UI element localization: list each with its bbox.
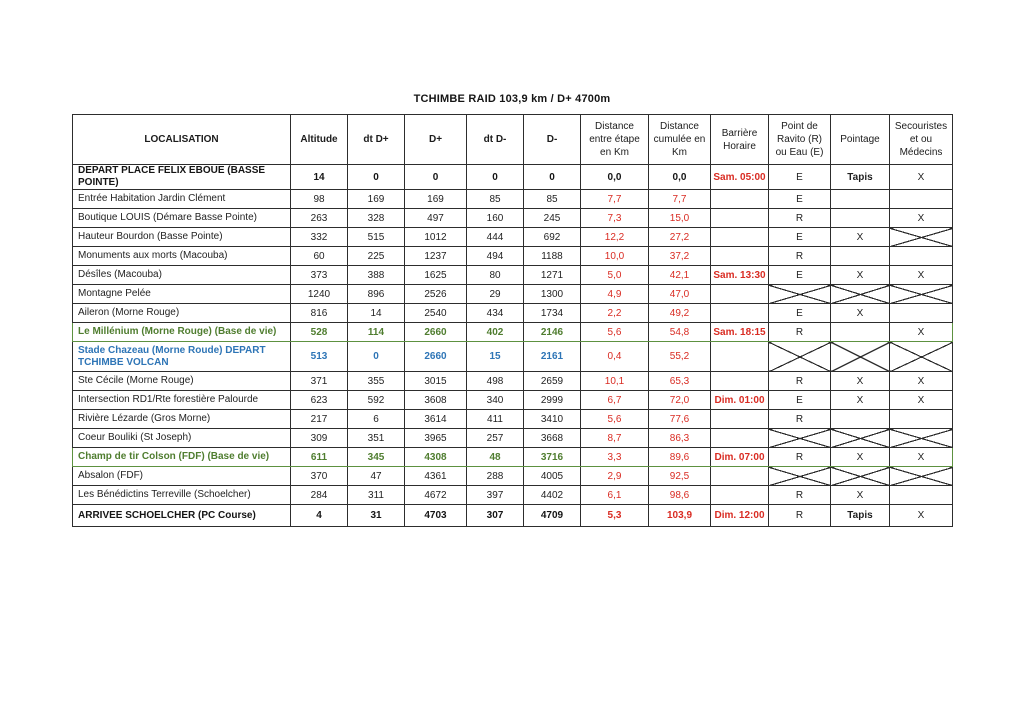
cell-dt_dminus: 15 [467,342,524,372]
cell-dist_etape: 10,1 [581,372,649,391]
cell-secouristes: X [890,266,953,285]
cell-dt_dplus: 47 [348,467,405,486]
cell-localisation: Désîles (Macouba) [73,266,291,285]
cell-dist_cumulee: 37,2 [649,247,711,266]
column-header-1: Altitude [291,115,348,165]
cell-dplus: 4703 [405,505,467,527]
cell-dist_cumulee: 42,1 [649,266,711,285]
table-row [73,285,953,304]
table-row [73,372,953,391]
cell-altitude: 1240 [291,285,348,304]
cell-ravito: E [769,190,831,209]
page-title: TCHIMBE RAID 103,9 km / D+ 4700m [413,93,611,105]
cell-altitude: 611 [291,448,348,467]
cell-secouristes [890,190,953,209]
cell-dist_cumulee: 7,7 [649,190,711,209]
cell-secouristes: X [890,209,953,228]
cell-dist_cumulee: 86,3 [649,429,711,448]
cell-altitude: 217 [291,410,348,429]
cell-secouristes [890,486,953,505]
cell-secouristes [890,247,953,266]
cell-dt_dminus: 340 [467,391,524,410]
cell-barriere [711,429,769,448]
cell-pointage: X [831,391,890,410]
cell-dt_dplus: 31 [348,505,405,527]
cell-altitude: 371 [291,372,348,391]
table-row [73,391,953,410]
cell-dist_cumulee: 92,5 [649,467,711,486]
cell-barriere [711,486,769,505]
cell-dist_cumulee: 0,0 [649,165,711,190]
cell-dminus: 0 [524,165,581,190]
cell-dt_dplus: 345 [348,448,405,467]
cell-dist_etape: 3,3 [581,448,649,467]
cell-dist_cumulee: 103,9 [649,505,711,527]
cell-dminus: 4402 [524,486,581,505]
cell-altitude: 623 [291,391,348,410]
cell-barriere [711,342,769,372]
cell-dt_dminus: 288 [467,467,524,486]
cell-dt_dminus: 434 [467,304,524,323]
cell-dt_dplus: 0 [348,342,405,372]
cell-altitude: 4 [291,505,348,527]
cell-pointage: X [831,486,890,505]
cell-dplus: 3614 [405,410,467,429]
cell-barriere [711,467,769,486]
cell-secouristes [890,228,953,247]
cell-dt_dminus: 48 [467,448,524,467]
column-header-7: Distance cumulée en Km [649,115,711,165]
cell-pointage [831,190,890,209]
race-table [72,114,953,527]
table-row [73,323,953,342]
cell-dplus: 2540 [405,304,467,323]
cell-ravito: R [769,410,831,429]
cell-altitude: 98 [291,190,348,209]
cell-dminus: 2146 [524,323,581,342]
cell-pointage: X [831,228,890,247]
cell-ravito: R [769,486,831,505]
cell-dminus: 245 [524,209,581,228]
cell-localisation: Montagne Pelée [73,285,291,304]
cell-dist_cumulee: 98,6 [649,486,711,505]
cell-dt_dplus: 351 [348,429,405,448]
cell-dist_etape: 6,1 [581,486,649,505]
cell-dist_cumulee: 77,6 [649,410,711,429]
cell-dist_etape: 2,9 [581,467,649,486]
cell-secouristes [890,342,953,372]
table-row [73,304,953,323]
cell-dt_dplus: 169 [348,190,405,209]
cell-dplus: 2526 [405,285,467,304]
cell-barriere [711,247,769,266]
table-row [73,467,953,486]
cell-dt_dminus: 494 [467,247,524,266]
cell-dt_dplus: 328 [348,209,405,228]
cell-secouristes: X [890,448,953,467]
cell-dminus: 1734 [524,304,581,323]
cell-localisation: Stade Chazeau (Morne Roude) DEPART TCHIMBE VOLCAN [73,342,291,372]
cell-pointage [831,323,890,342]
cell-dist_cumulee: 47,0 [649,285,711,304]
cell-secouristes [890,429,953,448]
cell-localisation: Absalon (FDF) [73,467,291,486]
cell-dist_cumulee: 49,2 [649,304,711,323]
cell-localisation: Ste Cécile (Morne Rouge) [73,372,291,391]
cell-dt_dplus: 592 [348,391,405,410]
cell-dist_cumulee: 72,0 [649,391,711,410]
cell-dist_etape: 4,9 [581,285,649,304]
cell-dist_etape: 5,0 [581,266,649,285]
cell-altitude: 816 [291,304,348,323]
cell-dplus: 1012 [405,228,467,247]
cell-dplus: 3015 [405,372,467,391]
cell-altitude: 332 [291,228,348,247]
cell-dt_dminus: 257 [467,429,524,448]
cell-dt_dplus: 225 [348,247,405,266]
cell-dplus: 497 [405,209,467,228]
cell-dminus: 4709 [524,505,581,527]
column-header-2: dt D+ [348,115,405,165]
cell-dminus: 2161 [524,342,581,372]
cell-dplus: 3965 [405,429,467,448]
cell-pointage [831,209,890,228]
cell-dist_cumulee: 27,2 [649,228,711,247]
cell-ravito: R [769,323,831,342]
cell-ravito [769,342,831,372]
cell-localisation: Champ de tir Colson (FDF) (Base de vie) [73,448,291,467]
cell-altitude: 528 [291,323,348,342]
cell-barriere [711,190,769,209]
cell-dist_etape: 7,3 [581,209,649,228]
cell-barriere [711,304,769,323]
cell-dt_dplus: 896 [348,285,405,304]
cell-dminus: 692 [524,228,581,247]
cell-dplus: 4672 [405,486,467,505]
cell-dist_cumulee: 89,6 [649,448,711,467]
cell-dt_dminus: 85 [467,190,524,209]
table-row [73,228,953,247]
cell-dist_etape: 6,7 [581,391,649,410]
cell-dt_dminus: 444 [467,228,524,247]
cell-dplus: 169 [405,190,467,209]
cell-barriere: Dim. 12:00 [711,505,769,527]
cell-localisation: Boutique LOUIS (Démare Basse Pointe) [73,209,291,228]
column-header-4: dt D- [467,115,524,165]
table-row [73,247,953,266]
cell-dminus: 3668 [524,429,581,448]
cell-barriere: Sam. 13:30 [711,266,769,285]
cell-dminus: 3410 [524,410,581,429]
cell-pointage: Tapis [831,505,890,527]
cell-dist_etape: 5,3 [581,505,649,527]
column-header-0: LOCALISATION [73,115,291,165]
cell-pointage: X [831,304,890,323]
cell-barriere: Sam. 18:15 [711,323,769,342]
cell-ravito [769,429,831,448]
cell-dplus: 4308 [405,448,467,467]
cell-dminus: 1271 [524,266,581,285]
cell-localisation: Hauteur Bourdon (Basse Pointe) [73,228,291,247]
cell-dt_dplus: 0 [348,165,405,190]
cell-barriere [711,372,769,391]
cell-dist_etape: 2,2 [581,304,649,323]
cell-dt_dminus: 498 [467,372,524,391]
column-header-5: D- [524,115,581,165]
cell-ravito [769,285,831,304]
cell-dplus: 1237 [405,247,467,266]
column-header-10: Pointage [831,115,890,165]
cell-dist_etape: 5,6 [581,410,649,429]
cell-dt_dplus: 114 [348,323,405,342]
cell-dist_etape: 7,7 [581,190,649,209]
cell-dt_dplus: 515 [348,228,405,247]
table-row [73,486,953,505]
table-row [73,209,953,228]
cell-ravito: R [769,372,831,391]
cell-dist_cumulee: 65,3 [649,372,711,391]
cell-localisation: Aileron (Morne Rouge) [73,304,291,323]
cell-barriere [711,410,769,429]
cell-pointage [831,285,890,304]
cell-secouristes: X [890,323,953,342]
cell-dt_dplus: 355 [348,372,405,391]
cell-dminus: 1188 [524,247,581,266]
cell-dplus: 1625 [405,266,467,285]
cell-dminus: 3716 [524,448,581,467]
cell-ravito: R [769,505,831,527]
cell-barriere [711,209,769,228]
column-header-8: Barrière Horaire [711,115,769,165]
cell-dminus: 1300 [524,285,581,304]
cell-barriere: Dim. 01:00 [711,391,769,410]
cell-localisation: Entrée Habitation Jardin Clément [73,190,291,209]
cell-dt_dminus: 402 [467,323,524,342]
cell-dt_dplus: 311 [348,486,405,505]
cell-dt_dminus: 397 [467,486,524,505]
cell-ravito: R [769,209,831,228]
cell-pointage [831,467,890,486]
cell-secouristes: X [890,165,953,190]
table-row [73,448,953,467]
cell-dt_dminus: 29 [467,285,524,304]
cell-altitude: 370 [291,467,348,486]
cell-dt_dplus: 6 [348,410,405,429]
cell-localisation: Intersection RD1/Rte forestière Palourde [73,391,291,410]
cell-ravito: E [769,391,831,410]
cell-altitude: 60 [291,247,348,266]
cell-localisation: Coeur Bouliki (St Joseph) [73,429,291,448]
cell-pointage: X [831,266,890,285]
cell-altitude: 263 [291,209,348,228]
cell-ravito [769,467,831,486]
table-row [73,429,953,448]
cell-ravito: E [769,228,831,247]
cell-dt_dminus: 160 [467,209,524,228]
cell-dplus: 4361 [405,467,467,486]
cell-altitude: 513 [291,342,348,372]
cell-dist_etape: 10,0 [581,247,649,266]
table-row [73,165,953,190]
cell-secouristes [890,304,953,323]
cell-dist_etape: 5,6 [581,323,649,342]
cell-dist_etape: 12,2 [581,228,649,247]
table-row [73,505,953,527]
cell-dt_dminus: 80 [467,266,524,285]
cell-dplus: 3608 [405,391,467,410]
table-row [73,342,953,372]
column-header-3: D+ [405,115,467,165]
cell-secouristes: X [890,505,953,527]
cell-pointage [831,247,890,266]
cell-ravito: R [769,448,831,467]
cell-dist_etape: 8,7 [581,429,649,448]
cell-dminus: 2659 [524,372,581,391]
cell-secouristes [890,467,953,486]
cell-pointage [831,342,890,372]
cell-dt_dplus: 14 [348,304,405,323]
cell-barriere [711,228,769,247]
cell-ravito: E [769,266,831,285]
cell-secouristes: X [890,391,953,410]
column-header-6: Distance entre étape en Km [581,115,649,165]
cell-barriere [711,285,769,304]
cell-ravito: R [769,247,831,266]
cell-dplus: 2660 [405,342,467,372]
cell-pointage [831,410,890,429]
cell-pointage: X [831,372,890,391]
table-row [73,266,953,285]
header-row [73,115,953,165]
table-row [73,410,953,429]
cell-dist_etape: 0,4 [581,342,649,372]
cell-dist_cumulee: 55,2 [649,342,711,372]
cell-dist_etape: 0,0 [581,165,649,190]
cell-localisation: Rivière Lézarde (Gros Morne) [73,410,291,429]
cell-pointage [831,429,890,448]
cell-dplus: 2660 [405,323,467,342]
cell-altitude: 309 [291,429,348,448]
cell-ravito: E [769,304,831,323]
cell-dminus: 85 [524,190,581,209]
cell-secouristes: X [890,372,953,391]
cell-dplus: 0 [405,165,467,190]
cell-dist_cumulee: 54,8 [649,323,711,342]
cell-pointage: Tapis [831,165,890,190]
cell-dminus: 2999 [524,391,581,410]
column-header-9: Point de Ravito (R) ou Eau (E) [769,115,831,165]
cell-localisation: ARRIVEE SCHOELCHER (PC Course) [73,505,291,527]
cell-dist_cumulee: 15,0 [649,209,711,228]
cell-localisation: Les Bénédictins Terreville (Schoelcher) [73,486,291,505]
cell-dt_dminus: 411 [467,410,524,429]
cell-dt_dminus: 0 [467,165,524,190]
cell-ravito: E [769,165,831,190]
cell-localisation: DEPART PLACE FELIX EBOUE (BASSE POINTE) [73,165,291,190]
cell-dt_dminus: 307 [467,505,524,527]
table-row [73,190,953,209]
cell-localisation: Le Millénium (Morne Rouge) (Base de vie) [73,323,291,342]
cell-barriere: Sam. 05:00 [711,165,769,190]
cell-pointage: X [831,448,890,467]
cell-secouristes [890,410,953,429]
cell-altitude: 284 [291,486,348,505]
cell-secouristes [890,285,953,304]
cell-dminus: 4005 [524,467,581,486]
cell-dt_dplus: 388 [348,266,405,285]
cell-altitude: 14 [291,165,348,190]
column-header-11: Secouristes et ou Médecins [890,115,953,165]
cell-barriere: Dim. 07:00 [711,448,769,467]
cell-altitude: 373 [291,266,348,285]
cell-localisation: Monuments aux morts (Macouba) [73,247,291,266]
